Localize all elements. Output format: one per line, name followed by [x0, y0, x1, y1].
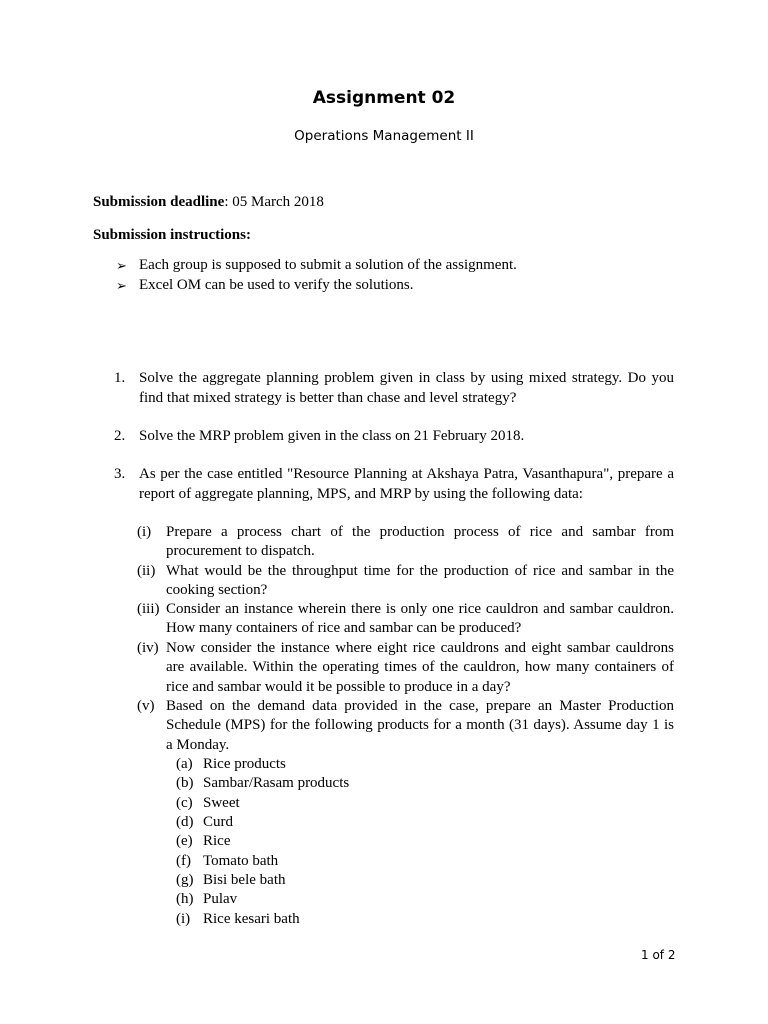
product-letter: (f) [176, 853, 191, 869]
question-number: 1. [114, 370, 126, 386]
question-text: Solve the aggregate planning problem given in class by using mixed strategy. Do you find that mixed strategy is better than chase and level strategy? [139, 370, 674, 406]
subpart-number: (iii) [137, 601, 160, 617]
page-number: 1 of 2 [641, 948, 676, 962]
question-number: 3. [114, 466, 126, 482]
deadline-label: Submission deadline [93, 194, 225, 210]
product-letter: (d) [176, 814, 194, 830]
question-number: 2. [114, 428, 126, 444]
product-name: Tomato bath [203, 853, 279, 869]
subpart-text: What would be the throughput time for the production of rice and sambar in the cooking section? [166, 563, 674, 599]
product-letter: (a) [176, 756, 193, 772]
product-letter: (h) [176, 891, 194, 907]
page-title: Assignment 02 [312, 88, 456, 108]
question-text: As per the case entitled "Resource Planning at Akshaya Patra, Vasanthapura", prepare a report of aggregate planning, MPS, and MRP by using the following data: [139, 466, 674, 502]
subpart-number: (ii) [137, 563, 156, 579]
arrow-bullet-icon: ➢ [116, 278, 127, 293]
page-subtitle: Operations Management II [294, 128, 474, 144]
product-name: Sambar/Rasam products [203, 775, 350, 791]
subpart-text: Based on the demand data provided in the case, prepare an Master Production Schedule (MPS) for the following products for a month (31 days). Assume day 1 is a Monday. [166, 698, 674, 753]
instruction-text: Each group is supposed to submit a solution of the assignment. [139, 257, 517, 273]
product-name: Pulav [203, 891, 238, 907]
product-name: Bisi bele bath [203, 872, 286, 888]
subpart-number: (iv) [137, 640, 159, 656]
subpart-text: Consider an instance wherein there is only one rice cauldron and sambar cauldron. How many containers of rice and sambar can be produced? [166, 601, 674, 637]
instructions-heading: Submission instructions: [93, 227, 251, 243]
product-name: Curd [203, 814, 233, 830]
subpart-text: Now consider the instance where eight rice cauldrons and eight sambar cauldrons are available. Within the operating times of the cauldron, how many containers of rice and sambar would it be possible to produce in a day? [166, 640, 674, 695]
product-letter: (e) [176, 833, 193, 849]
instruction-text: Excel OM can be used to verify the solutions. [139, 277, 414, 293]
subpart-number: (i) [137, 524, 152, 540]
subpart-number: (v) [137, 698, 155, 714]
product-name: Rice [203, 833, 231, 849]
product-letter: (c) [176, 795, 193, 811]
subpart-text: Prepare a process chart of the production process of rice and sambar from procurement to dispatch. [166, 524, 674, 560]
product-name: Rice products [203, 756, 286, 772]
question-text: Solve the MRP problem given in the class on 21 February 2018. [139, 428, 525, 444]
product-name: Sweet [203, 795, 240, 811]
product-name: Rice kesari bath [203, 911, 300, 927]
arrow-bullet-icon: ➢ [116, 258, 127, 273]
deadline-value: : 05 March 2018 [224, 194, 324, 210]
product-letter: (g) [176, 872, 194, 888]
product-letter: (b) [176, 775, 194, 791]
product-letter: (i) [176, 911, 191, 927]
deadline-line [93, 193, 324, 212]
